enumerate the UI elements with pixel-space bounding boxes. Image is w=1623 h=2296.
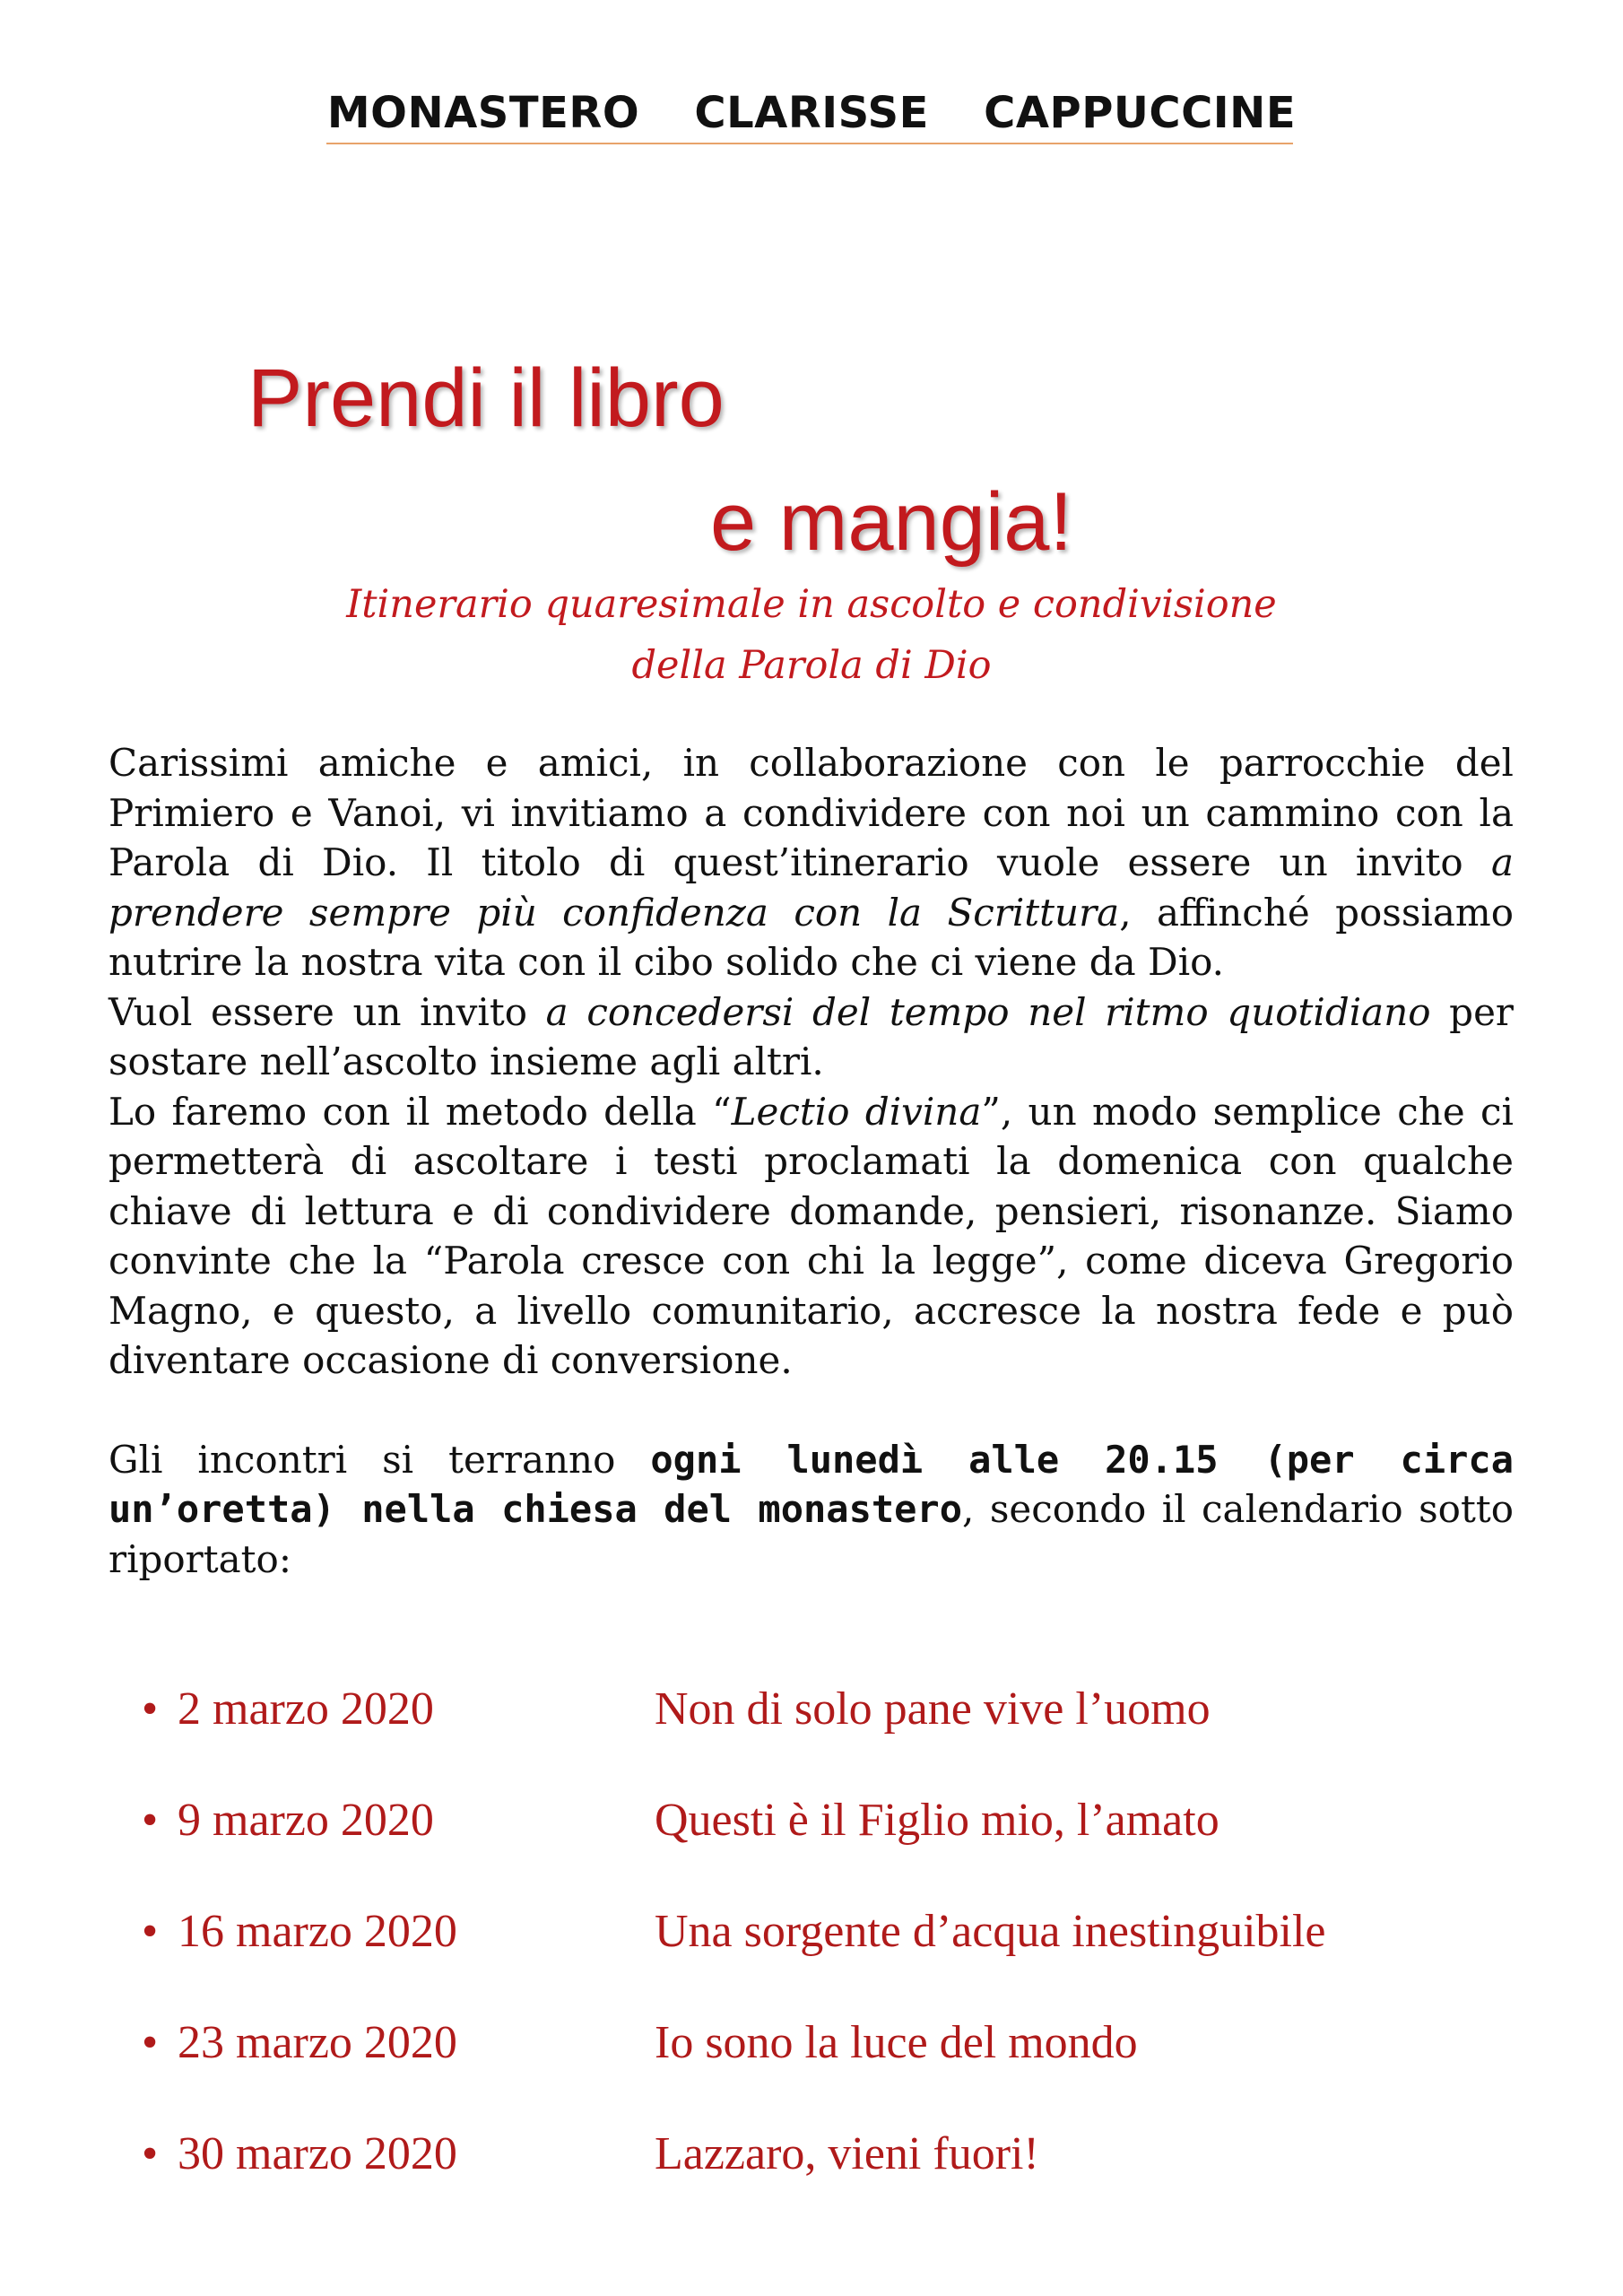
paragraph-intro (108, 738, 1514, 987)
bold-text: ogni lunedì alle 20.15 (per circa un’oretta) nella chiesa del monastero (108, 1437, 1514, 1531)
text-run: Lo faremo con il metodo della “ (108, 1089, 732, 1134)
event-title: Io sono la luce del mondo (655, 2017, 1138, 2068)
text-run: Carissimi amiche e amici, in collaborazione con le parrocchie del Primiero e Vanoi, vi invitiamo a condividere con noi un cammino con la Parola di Dio. Il titolo di quest’itinerario vuole essere un invito (108, 741, 1514, 884)
emphasis-text: Lectio divina (731, 1089, 982, 1134)
text-run: ”, un modo semplice che ci permetterà di ascoltare i testi proclamati la domenica con qualche chiave di lettura e di condividere domande, pensieri, risonanze. Siamo convinte che la “Parola cresce con chi la legge”, come diceva Gregorio Magno, e questo, a livello comunitario, accresce la nostra fede e può diventare occasione di conversione. (108, 1089, 1514, 1382)
text-run: , affinché possiamo nutrire la nostra vita con il cibo solido che ci viene da Dio. (108, 890, 1514, 984)
event-date: 9 marzo 2020 (178, 1795, 434, 1846)
event-title: Una sorgente d’acqua inestinguibile (655, 1906, 1326, 1957)
text-run: Gli incontri si terranno (108, 1437, 651, 1482)
subtitle (0, 574, 1623, 696)
paragraph-gap (108, 1386, 1514, 1435)
event-title: Non di solo pane vive l’uomo (655, 1683, 1211, 1735)
bullet-icon: • (142, 2017, 159, 2068)
emphasis-text: a prendere sempre più confidenza con la Scrittura (108, 840, 1514, 935)
header-divider (326, 143, 1293, 144)
bullet-icon: • (142, 2128, 159, 2179)
list-item (142, 1683, 1541, 1794)
header-word: MONASTERO (326, 88, 640, 138)
list-item (142, 1794, 1541, 1905)
event-title: Questi è il Figlio mio, l’amato (655, 1795, 1219, 1846)
page-header (0, 88, 1623, 138)
list-item (142, 2016, 1541, 2127)
list-item (142, 2127, 1541, 2239)
bullet-icon: • (142, 1683, 159, 1735)
event-date: 23 marzo 2020 (178, 2017, 457, 2068)
header-word: CLARISSE (694, 88, 929, 138)
paragraph-schedule (108, 1435, 1514, 1585)
paragraph-method (108, 1087, 1514, 1386)
subtitle-line-1: Itinerario quaresimale in ascolto e condivisione (346, 582, 1277, 627)
list-item (142, 1905, 1541, 2016)
text-run: Vuol essere un invito (108, 989, 546, 1034)
event-date: 16 marzo 2020 (178, 1906, 457, 1957)
title-line-1: Prendi il libro (247, 352, 725, 444)
paragraph-invite (108, 987, 1514, 1087)
event-date: 30 marzo 2020 (178, 2128, 457, 2179)
body-text (108, 738, 1514, 1584)
event-date: 2 marzo 2020 (178, 1683, 434, 1735)
text-run: , secondo il calendario sotto riportato: (108, 1487, 1514, 1581)
text-run: per sostare nell’ascolto insieme agli altri. (108, 989, 1515, 1083)
header-word: CAPPUCCINE (984, 88, 1297, 138)
subtitle-line-2: della Parola di Dio (631, 643, 992, 688)
calendar-list (142, 1683, 1541, 2239)
title-line-2: e mangia! (710, 476, 1073, 568)
bullet-icon: • (142, 1906, 159, 1957)
emphasis-text: a concedersi del tempo nel ritmo quotidiano (545, 989, 1431, 1034)
event-title: Lazzaro, vieni fuori! (655, 2128, 1039, 2179)
bullet-icon: • (142, 1795, 159, 1846)
